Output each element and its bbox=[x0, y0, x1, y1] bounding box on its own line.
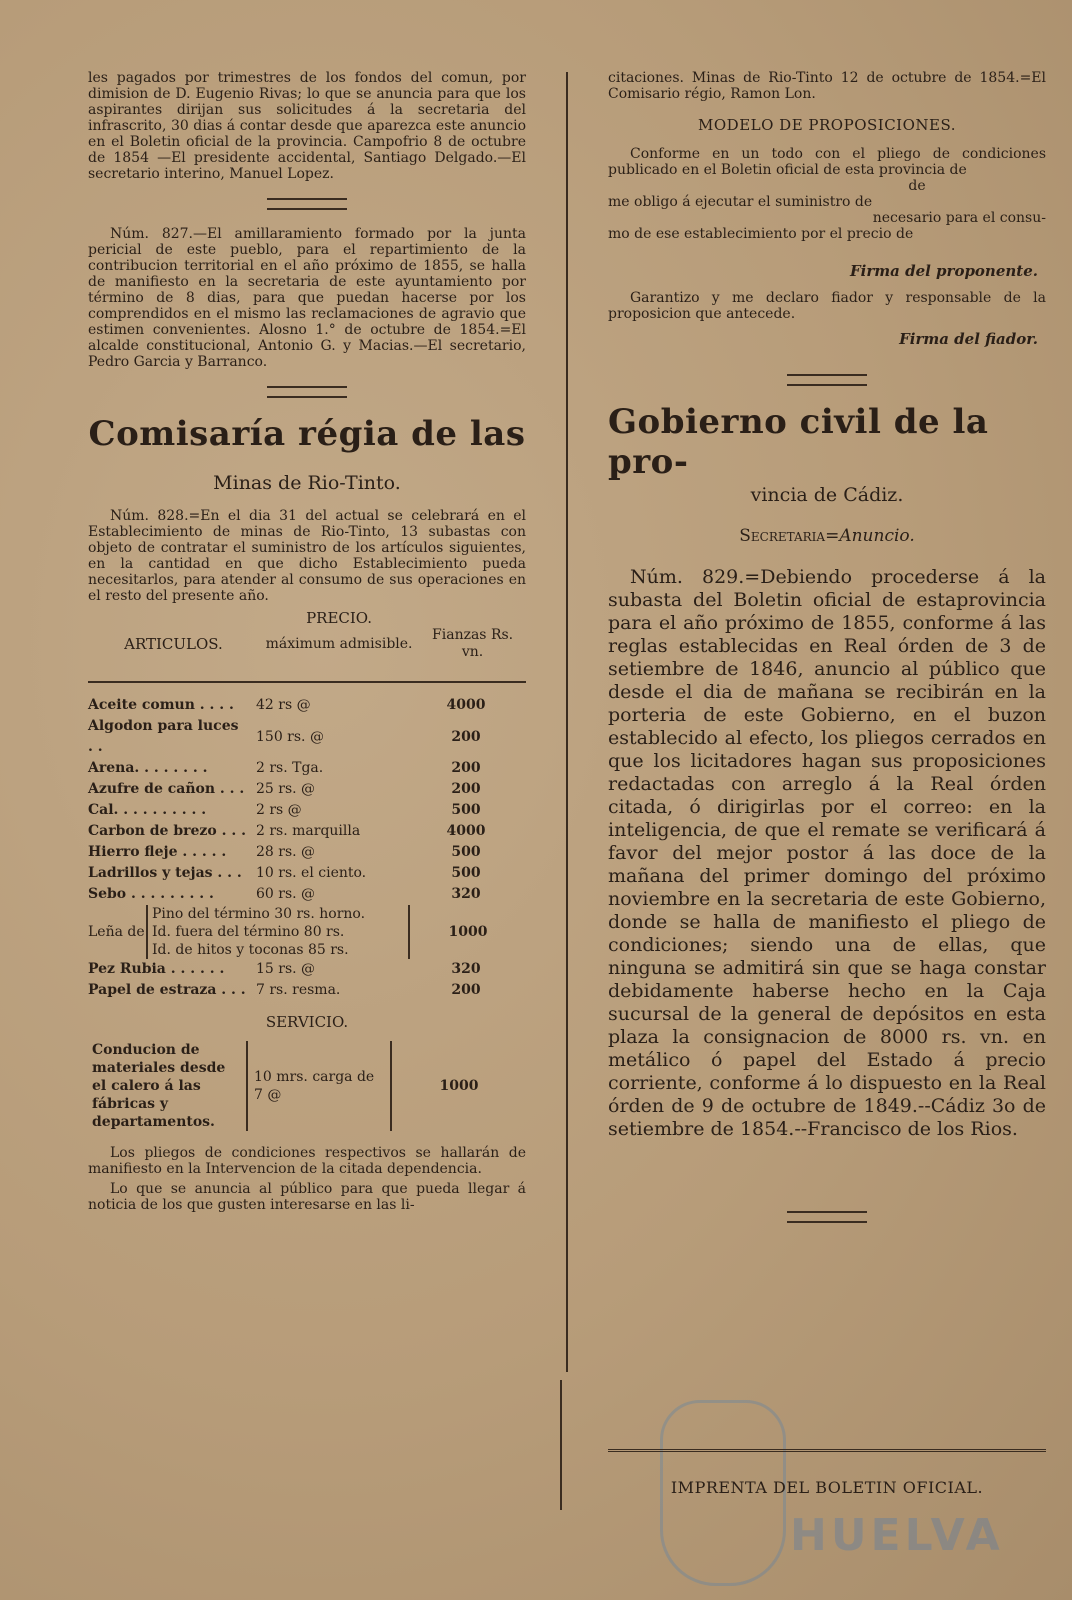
article-price: 2 rs @ bbox=[256, 802, 302, 818]
article-fianza: 500 bbox=[451, 802, 481, 818]
header-articulos: ARTICULOS. bbox=[124, 634, 223, 653]
section-heading-comisaria: Comisaría régia de las bbox=[88, 414, 526, 454]
article-price: 15 rs. @ bbox=[256, 961, 316, 977]
column-divider-top bbox=[566, 72, 568, 1372]
table-row bbox=[88, 884, 526, 905]
imprenta-label: IMPRENTA DEL BOLETIN OFICIAL. bbox=[670, 1478, 984, 1497]
article-fianza: 200 bbox=[451, 982, 481, 998]
lena-option: Id. de hitos y toconas 85 rs. bbox=[152, 942, 349, 958]
article-price: 60 rs. @ bbox=[256, 886, 316, 902]
table-row bbox=[88, 842, 526, 863]
article-name: Papel de estraza . . . bbox=[88, 982, 246, 998]
article-name: Carbon de brezo . . . bbox=[88, 823, 246, 839]
article-fianza: 320 bbox=[451, 886, 481, 902]
table-row bbox=[88, 779, 526, 800]
article-name: Cal. . . . . . . . . . bbox=[88, 802, 207, 818]
table-row bbox=[88, 980, 526, 1001]
ornament-divider bbox=[267, 198, 347, 210]
ornament-divider bbox=[267, 386, 347, 398]
table-row bbox=[88, 959, 526, 980]
footer bbox=[608, 1449, 1046, 1497]
article-price: 7 rs. resma. bbox=[256, 982, 341, 998]
table-row bbox=[88, 800, 526, 821]
header-precio: PRECIO. bbox=[306, 609, 372, 627]
watermark-text: HUELVA bbox=[790, 1510, 1004, 1561]
footer-rule bbox=[608, 1449, 1046, 1452]
article-fianza: 320 bbox=[451, 961, 481, 977]
header-maximum: máximum admisible. bbox=[265, 635, 413, 652]
paragraph-828: Núm. 828.=En el dia 31 del actual se celebrará en el Establecimiento de minas de Rio-Tinto, 13 subastas con objeto de contratar el suministro de los artículos siguientes, en la cantidad en que dicho Establecimiento pueda necesitarlos, para atender al consumo de sus operaciones en el resto del presente año. bbox=[88, 508, 526, 604]
secretaria-label: Secretaria bbox=[739, 526, 826, 546]
table-row bbox=[88, 758, 526, 779]
lena-fianza: 1000 bbox=[448, 923, 488, 940]
paragraph-827: Núm. 827.—El amillaramiento formado por la junta pericial de este pueblo, para el repartimiento de la contribucion territorial en el año próximo de 1855, se halla de manifiesto en la secretaria de este ayuntamiento por término de 8 dias, para que puedan hacerse por los comprendidos en el mismo las reclamaciones de agravio que estimen convenientes. Alosno 1.° de octubre de 1854.=El alcalde constitucional, Antonio G. y Macias.—El secretario, Pedro Garcia y Barranco. bbox=[88, 226, 526, 370]
servicio-table bbox=[88, 1041, 526, 1131]
lena-option: Pino del término 30 rs. horno. bbox=[152, 906, 366, 922]
servicio-desc: Conducion de materiales desde el calero á las fábricas y departamentos. bbox=[88, 1041, 247, 1131]
modelo-line-4: mo de ese establecimiento por el precio de bbox=[608, 226, 914, 242]
paragraph-campofrio: les pagados por trimestres de los fondos del comun, por dimision de D. Eugenio Rivas; lo que se anuncia para que los aspirantes dirijan sus solicitudes á la secretaria del infrascrito, 30 dias á contar desde que aparezca este anuncio en el Boletin oficial de la provincia. Campofrio 8 de octubre de 1854 —El presidente accidental, Santiago Delgado.—El secretario interino, Manuel Lopez. bbox=[88, 70, 526, 182]
modelo-de: de bbox=[908, 178, 926, 194]
modelo-line-1: Conforme en un todo con el pliego de condiciones publicado en el Boletin oficial de esta provincia de bbox=[608, 146, 1046, 178]
paragraph-garantizo: Garantizo y me declaro fiador y responsable de la proposicion que antecede. bbox=[608, 290, 1046, 322]
modelo-line-3: necesario para el consu- bbox=[872, 210, 1046, 226]
article-fianza: 200 bbox=[451, 760, 481, 776]
article-price: 150 rs. @ bbox=[256, 728, 324, 745]
column-divider-bottom bbox=[560, 1380, 562, 1510]
article-price: 2 rs. Tga. bbox=[256, 760, 324, 776]
servicio-fianza: 1000 bbox=[439, 1077, 479, 1094]
article-price: 10 rs. el ciento. bbox=[256, 865, 367, 881]
articles-table bbox=[88, 610, 526, 695]
ornament-divider bbox=[787, 1211, 867, 1223]
servicio-title: SERVICIO. bbox=[265, 1013, 349, 1031]
table-row bbox=[88, 716, 526, 758]
article-price: 25 rs. @ bbox=[256, 781, 316, 797]
articles-rows bbox=[88, 695, 526, 905]
lena-options bbox=[147, 905, 409, 959]
lena-option: Id. fuera del término 80 rs. bbox=[152, 924, 345, 940]
article-fianza: 4000 bbox=[446, 697, 486, 713]
article-fianza: 500 bbox=[451, 865, 481, 881]
paragraph-829: Núm. 829.=Debiendo procederse á la subasta del Boletin oficial de estaprovincia para el año próximo de 1855, conforme á las reglas establecidas en Real órden de 3 de setiembre de 1846, anuncio al público que desde el dia de mañana se recibirán en la porteria de este Gobierno, en el buzon establecido al efecto, los pliegos cerrados en que los licitadores hagan sus proposiciones redactadas con arreglo á la Real órden citada, ó dirigirlas por el correo: en la inteligencia, de que el remate se verificará á favor del mejor postor á las doce de la mañana del primer domingo del próximo noviembre en la secretaria de este Gobierno, donde se halla de manifiesto el pliego de condiciones; siendo una de ellas, que ninguna se admitirá sin que se haga constar debidamente haberse hecho en la Caja sucursal de la general de depósitos en esta plaza la consignacion de 8000 rs. vn. en metálico ó papel del Estado á precio corriente, conforme á lo dispuesto en la Real órden de 9 de octubre de 1849.--Cádiz 3o de setiembre de 1854.--Francisco de los Rios. bbox=[608, 566, 1046, 1140]
article-name: Aceite comun . . . . bbox=[88, 697, 234, 713]
article-fianza: 500 bbox=[451, 844, 481, 860]
article-name: Pez Rubia . . . . . . bbox=[88, 961, 225, 977]
servicio-precio: 10 mrs. carga de 7 @ bbox=[247, 1041, 391, 1131]
section-subheading-cadiz: vincia de Cádiz. bbox=[750, 484, 904, 506]
anuncio-label: Anuncio. bbox=[839, 526, 915, 546]
article-fianza: 4000 bbox=[446, 823, 486, 839]
paragraph-citaciones: citaciones. Minas de Rio-Tinto 12 de octubre de 1854.=El Comisario régio, Ramon Lon. bbox=[608, 70, 1046, 102]
article-price: 2 rs. marquilla bbox=[256, 823, 361, 839]
section-subheading-minas: Minas de Rio-Tinto. bbox=[213, 472, 401, 494]
lena-label: Leña de bbox=[88, 923, 145, 940]
article-name: Azufre de cañon . . . bbox=[88, 781, 245, 797]
ornament-divider bbox=[787, 374, 867, 386]
article-name: Sebo . . . . . . . . . bbox=[88, 886, 214, 902]
table-row bbox=[88, 695, 526, 716]
equals-sign: = bbox=[825, 526, 840, 546]
article-name: Hierro fleje . . . . . bbox=[88, 844, 227, 860]
paragraph-pliegos: Los pliegos de condiciones respectivos se hallarán de manifiesto en la Intervencion de la citada dependencia. bbox=[88, 1145, 526, 1177]
modelo-title: MODELO DE PROPOSICIONES. bbox=[698, 116, 956, 134]
article-price: 28 rs. @ bbox=[256, 844, 316, 860]
firma-proponente: Firma del proponente. bbox=[850, 262, 1038, 280]
right-column bbox=[608, 70, 1046, 1239]
article-price: 42 rs @ bbox=[256, 697, 311, 713]
article-name: Ladrillos y tejas . . . bbox=[88, 865, 242, 881]
paragraph-anuncia: Lo que se anuncia al público para que pueda llegar á noticia de los que gusten interesarse en las li- bbox=[88, 1181, 526, 1213]
article-name: Arena. . . . . . . . bbox=[88, 760, 208, 776]
header-fianzas: Fianzas Rs. vn. bbox=[432, 627, 514, 660]
lena-row bbox=[88, 905, 526, 959]
modelo-line-2: me obligo á ejecutar el suministro de bbox=[608, 194, 873, 210]
table-row bbox=[88, 821, 526, 842]
secretaria-anuncio bbox=[608, 526, 1046, 546]
section-heading-gobierno: Gobierno civil de la pro- bbox=[608, 402, 989, 482]
table-row bbox=[88, 863, 526, 884]
left-column bbox=[88, 70, 526, 1213]
firma-fiador: Firma del fiador. bbox=[899, 330, 1038, 348]
article-name: Algodon para luces . . bbox=[88, 718, 239, 755]
article-fianza: 200 bbox=[451, 728, 481, 745]
articles-rows-2 bbox=[88, 959, 526, 1001]
article-fianza: 200 bbox=[451, 781, 481, 797]
